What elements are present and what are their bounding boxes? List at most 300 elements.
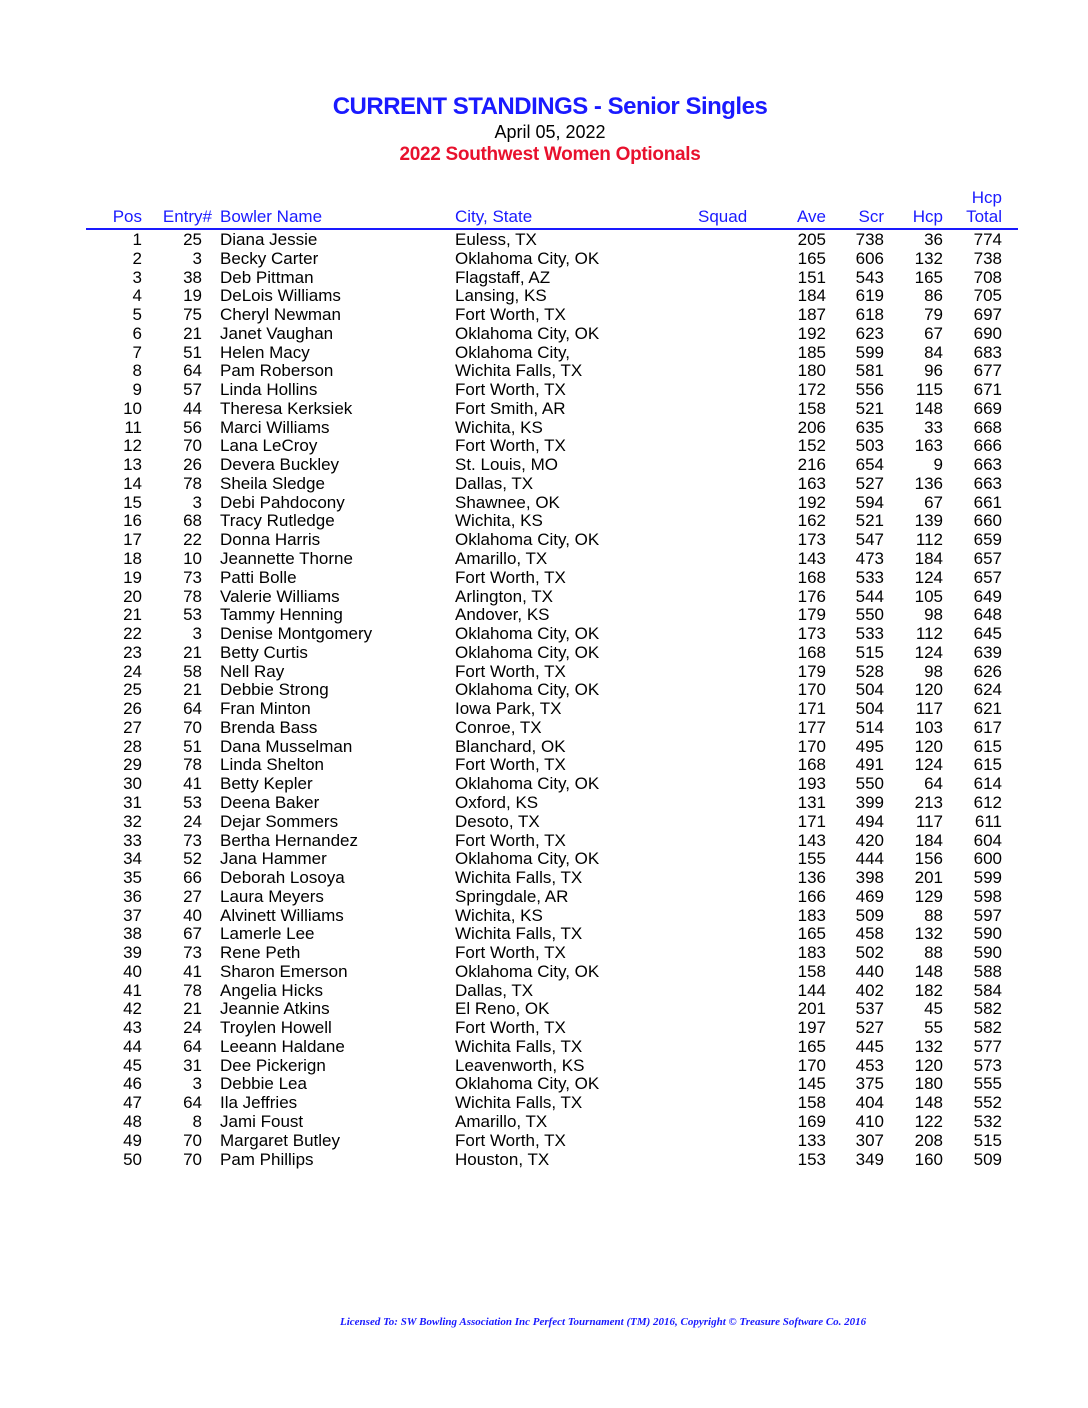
cell-hcp: 124 — [914, 567, 943, 587]
cell-entry: 78 — [183, 980, 202, 1000]
table-row — [0, 738, 1088, 757]
cell-hcp-total: 666 — [973, 436, 1002, 456]
cell-bowler-name: Brenda Bass — [220, 717, 318, 737]
cell-ave: 143 — [797, 830, 826, 850]
cell-scr: 399 — [855, 792, 884, 812]
cell-scr: 410 — [855, 1111, 884, 1131]
cell-ave: 183 — [797, 905, 826, 925]
cell-entry: 73 — [183, 567, 202, 587]
cell-pos: 5 — [132, 305, 142, 325]
col-city-state: City, State — [455, 207, 533, 226]
cell-pos: 44 — [123, 1036, 142, 1056]
cell-hcp-total: 509 — [973, 1149, 1002, 1169]
cell-scr: 654 — [855, 455, 884, 475]
cell-entry: 40 — [183, 905, 202, 925]
report-date: April 05, 2022 — [494, 122, 606, 142]
cell-ave: 133 — [797, 1130, 826, 1150]
cell-bowler-name: Margaret Butley — [220, 1130, 340, 1150]
cell-ave: 193 — [797, 774, 826, 794]
cell-ave: 155 — [797, 849, 826, 869]
table-row — [0, 869, 1088, 888]
cell-entry: 31 — [183, 1055, 202, 1075]
cell-entry: 22 — [183, 530, 202, 550]
table-row — [0, 794, 1088, 813]
cell-scr: 473 — [855, 549, 884, 569]
cell-bowler-name: Alvinett Williams — [220, 905, 344, 925]
cell-ave: 151 — [797, 267, 826, 287]
cell-entry: 70 — [183, 436, 202, 456]
col-bowler-name: Bowler Name — [220, 207, 323, 226]
cell-city-state: Fort Worth, TX — [455, 755, 566, 775]
cell-entry: 3 — [192, 1074, 202, 1094]
cell-city-state: Wichita, KS — [455, 905, 543, 925]
cell-entry: 70 — [183, 1130, 202, 1150]
cell-ave: 192 — [797, 323, 826, 343]
cell-hcp: 88 — [924, 943, 943, 963]
cell-bowler-name: Cheryl Newman — [220, 305, 341, 325]
cell-ave: 158 — [797, 961, 826, 981]
cell-scr: 445 — [855, 1036, 884, 1056]
cell-city-state: Oklahoma City, OK — [455, 624, 600, 644]
table-row — [0, 681, 1088, 700]
cell-ave: 176 — [797, 586, 826, 606]
cell-entry: 70 — [183, 717, 202, 737]
cell-hcp-total: 708 — [973, 267, 1002, 287]
cell-bowler-name: Rene Peth — [220, 943, 301, 963]
cell-hcp: 55 — [924, 1018, 943, 1038]
cell-hcp: 120 — [914, 680, 943, 700]
table-row — [0, 606, 1088, 625]
cell-hcp-total: 697 — [973, 305, 1002, 325]
cell-city-state: Wichita Falls, TX — [455, 361, 583, 381]
cell-bowler-name: Linda Shelton — [220, 755, 324, 775]
cell-hcp-total: 600 — [973, 849, 1002, 869]
cell-bowler-name: Sharon Emerson — [220, 961, 348, 981]
cell-hcp-total: 590 — [973, 924, 1002, 944]
table-row — [0, 344, 1088, 363]
cell-hcp: 136 — [914, 473, 943, 493]
cell-ave: 177 — [797, 717, 826, 737]
cell-pos: 11 — [124, 417, 142, 437]
cell-hcp-total: 690 — [973, 323, 1002, 343]
cell-city-state: Oklahoma City, OK — [455, 530, 600, 550]
cell-pos: 32 — [123, 811, 142, 831]
col-hcp-total-top: Hcp — [971, 188, 1002, 207]
cell-ave: 171 — [797, 699, 826, 719]
cell-scr: 453 — [855, 1055, 884, 1075]
cell-hcp-total: 617 — [973, 717, 1002, 737]
cell-bowler-name: Leeann Haldane — [220, 1036, 345, 1056]
cell-ave: 153 — [797, 1149, 826, 1169]
cell-hcp-total: 598 — [973, 886, 1002, 906]
cell-entry: 26 — [183, 455, 202, 475]
table-row — [0, 963, 1088, 982]
cell-ave: 168 — [797, 642, 826, 662]
cell-hcp-total: 584 — [973, 980, 1002, 1000]
cell-entry: 64 — [183, 361, 202, 381]
table-row — [0, 832, 1088, 851]
col-squad: Squad — [698, 207, 748, 226]
cell-scr: 494 — [855, 811, 884, 831]
cell-scr: 599 — [855, 342, 884, 362]
table-row — [0, 419, 1088, 438]
cell-hcp-total: 612 — [973, 792, 1002, 812]
cell-pos: 9 — [132, 380, 142, 400]
cell-scr: 550 — [855, 774, 884, 794]
cell-hcp: 180 — [914, 1074, 943, 1094]
cell-pos: 13 — [123, 455, 142, 475]
cell-ave: 168 — [797, 567, 826, 587]
cell-bowler-name: Sheila Sledge — [220, 473, 325, 493]
cell-scr: 618 — [855, 305, 884, 325]
cell-hcp: 117 — [915, 699, 943, 719]
cell-pos: 50 — [123, 1149, 142, 1169]
cell-city-state: Arlington, TX — [455, 586, 553, 606]
cell-bowler-name: Linda Hollins — [220, 380, 318, 400]
cell-bowler-name: Deborah Losoya — [220, 868, 345, 888]
cell-bowler-name: Jana Hammer — [220, 849, 327, 869]
cell-bowler-name: Debbie Strong — [220, 680, 329, 700]
cell-city-state: Oklahoma City, OK — [455, 774, 600, 794]
cell-ave: 192 — [797, 492, 826, 512]
cell-hcp: 148 — [914, 398, 943, 418]
table-row — [0, 1075, 1088, 1094]
cell-pos: 7 — [132, 342, 142, 362]
cell-entry: 70 — [183, 1149, 202, 1169]
table-row — [0, 287, 1088, 306]
cell-entry: 41 — [183, 961, 202, 981]
cell-ave: 183 — [797, 943, 826, 963]
cell-city-state: Oklahoma City, OK — [455, 642, 600, 662]
cell-hcp: 148 — [914, 961, 943, 981]
cell-ave: 131 — [797, 792, 826, 812]
cell-city-state: St. Louis, MO — [455, 455, 558, 475]
cell-scr: 635 — [855, 417, 884, 437]
cell-hcp: 129 — [914, 886, 943, 906]
cell-hcp: 105 — [914, 586, 943, 606]
cell-pos: 31 — [123, 792, 142, 812]
cell-hcp: 112 — [915, 530, 943, 550]
cell-scr: 544 — [855, 586, 884, 606]
cell-pos: 2 — [132, 248, 142, 268]
cell-ave: 144 — [797, 980, 826, 1000]
cell-ave: 158 — [797, 398, 826, 418]
table-row — [0, 925, 1088, 944]
cell-city-state: Wichita Falls, TX — [455, 1093, 583, 1113]
cell-city-state: Oklahoma City, OK — [455, 680, 600, 700]
cell-bowler-name: DeLois Williams — [220, 286, 341, 306]
cell-hcp-total: 668 — [973, 417, 1002, 437]
cell-ave: 197 — [797, 1018, 826, 1038]
cell-ave: 180 — [797, 361, 826, 381]
cell-entry: 52 — [183, 849, 202, 869]
table-row — [0, 1057, 1088, 1076]
cell-hcp-total: 624 — [973, 680, 1002, 700]
cell-scr: 521 — [855, 511, 884, 531]
cell-scr: 398 — [855, 868, 884, 888]
cell-hcp: 88 — [924, 905, 943, 925]
cell-hcp-total: 663 — [973, 473, 1002, 493]
cell-pos: 23 — [123, 642, 142, 662]
cell-pos: 26 — [123, 699, 142, 719]
cell-entry: 64 — [183, 1093, 202, 1113]
cell-hcp-total: 604 — [973, 830, 1002, 850]
cell-hcp: 103 — [914, 717, 943, 737]
cell-city-state: Oklahoma City, OK — [455, 849, 600, 869]
cell-hcp-total: 649 — [973, 586, 1002, 606]
cell-hcp-total: 660 — [973, 511, 1002, 531]
standings-table — [0, 231, 1088, 1169]
table-row — [0, 813, 1088, 832]
cell-scr: 469 — [855, 886, 884, 906]
cell-hcp: 184 — [914, 830, 943, 850]
cell-ave: 172 — [797, 380, 826, 400]
cell-hcp: 86 — [924, 286, 943, 306]
cell-hcp-total: 597 — [973, 905, 1002, 925]
footer-license: Licensed To: SW Bowling Association Inc Perfect Tournament (TM) 2016, Copyright © Treasure Software Co. 2016 — [340, 1316, 867, 1328]
cell-hcp: 67 — [924, 323, 943, 343]
cell-ave: 170 — [797, 736, 826, 756]
cell-city-state: Fort Worth, TX — [455, 943, 566, 963]
cell-hcp: 112 — [915, 624, 943, 644]
cell-bowler-name: Fran Minton — [220, 699, 311, 719]
cell-scr: 594 — [855, 492, 884, 512]
cell-scr: 504 — [855, 699, 884, 719]
cell-ave: 158 — [797, 1093, 826, 1113]
cell-ave: 165 — [797, 924, 826, 944]
cell-scr: 550 — [855, 605, 884, 625]
cell-city-state: Fort Worth, TX — [455, 436, 566, 456]
cell-scr: 528 — [855, 661, 884, 681]
table-row — [0, 325, 1088, 344]
cell-hcp-total: 657 — [973, 567, 1002, 587]
cell-entry: 56 — [183, 417, 202, 437]
cell-hcp: 148 — [914, 1093, 943, 1113]
cell-hcp: 132 — [914, 924, 943, 944]
cell-bowler-name: Jami Foust — [220, 1111, 304, 1131]
cell-bowler-name: Angelia Hicks — [220, 980, 323, 1000]
cell-hcp: 139 — [914, 511, 943, 531]
cell-city-state: Springdale, AR — [455, 886, 569, 906]
table-row — [0, 663, 1088, 682]
cell-scr: 543 — [855, 267, 884, 287]
cell-city-state: El Reno, OK — [455, 999, 550, 1019]
table-row — [0, 512, 1088, 531]
cell-city-state: Iowa Park, TX — [455, 699, 562, 719]
cell-pos: 42 — [123, 999, 142, 1019]
cell-entry: 53 — [183, 605, 202, 625]
cell-entry: 51 — [183, 736, 202, 756]
cell-entry: 21 — [183, 999, 202, 1019]
cell-city-state: Oklahoma City, OK — [455, 961, 600, 981]
table-row — [0, 475, 1088, 494]
table-row — [0, 456, 1088, 475]
cell-pos: 25 — [123, 680, 142, 700]
cell-city-state: Wichita Falls, TX — [455, 924, 583, 944]
cell-city-state: Flagstaff, AZ — [455, 267, 551, 287]
cell-city-state: Oklahoma City, OK — [455, 323, 600, 343]
cell-scr: 509 — [855, 905, 884, 925]
cell-hcp: 122 — [914, 1111, 943, 1131]
cell-hcp-total: 614 — [973, 774, 1002, 794]
cell-pos: 39 — [123, 943, 142, 963]
cell-pos: 41 — [123, 980, 142, 1000]
cell-ave: 165 — [797, 1036, 826, 1056]
cell-entry: 58 — [183, 661, 202, 681]
cell-entry: 51 — [183, 342, 202, 362]
cell-pos: 47 — [123, 1093, 142, 1113]
cell-bowler-name: Dee Pickerign — [220, 1055, 326, 1075]
cell-entry: 78 — [183, 755, 202, 775]
cell-scr: 556 — [855, 380, 884, 400]
cell-pos: 12 — [123, 436, 142, 456]
cell-hcp: 124 — [914, 755, 943, 775]
cell-pos: 43 — [123, 1018, 142, 1038]
cell-city-state: Houston, TX — [455, 1149, 550, 1169]
table-row — [0, 719, 1088, 738]
report-header — [0, 92, 1088, 168]
cell-hcp-total: 626 — [973, 661, 1002, 681]
cell-scr: 533 — [855, 567, 884, 587]
col-pos: Pos — [112, 207, 142, 226]
cell-hcp: 184 — [914, 549, 943, 569]
table-row — [0, 850, 1088, 869]
cell-scr: 444 — [855, 849, 884, 869]
cell-city-state: Oxford, KS — [455, 792, 539, 812]
cell-ave: 152 — [797, 436, 826, 456]
cell-city-state: Fort Smith, AR — [455, 398, 566, 418]
cell-pos: 46 — [123, 1074, 142, 1094]
cell-city-state: Wichita, KS — [455, 511, 543, 531]
cell-ave: 187 — [797, 305, 826, 325]
table-row — [0, 531, 1088, 550]
cell-scr: 623 — [855, 323, 884, 343]
cell-ave: 179 — [797, 661, 826, 681]
cell-pos: 35 — [123, 868, 142, 888]
cell-entry: 3 — [192, 624, 202, 644]
cell-scr: 495 — [855, 736, 884, 756]
cell-hcp: 79 — [924, 305, 943, 325]
cell-entry: 75 — [183, 305, 202, 325]
cell-scr: 502 — [855, 943, 884, 963]
table-row — [0, 231, 1088, 250]
table-row — [0, 400, 1088, 419]
table-row — [0, 569, 1088, 588]
cell-ave: 173 — [797, 624, 826, 644]
cell-scr: 547 — [855, 530, 884, 550]
cell-hcp: 160 — [914, 1149, 943, 1169]
cell-hcp-total: 645 — [973, 624, 1002, 644]
cell-entry: 24 — [183, 1018, 202, 1038]
cell-entry: 3 — [192, 248, 202, 268]
cell-scr: 533 — [855, 624, 884, 644]
cell-scr: 537 — [855, 999, 884, 1019]
cell-bowler-name: Lana LeCroy — [220, 436, 318, 456]
cell-hcp: 33 — [924, 417, 943, 437]
cell-hcp-total: 738 — [973, 248, 1002, 268]
cell-bowler-name: Jeannette Thorne — [220, 549, 353, 569]
cell-bowler-name: Betty Kepler — [220, 774, 313, 794]
cell-ave: 201 — [797, 999, 826, 1019]
cell-hcp-total: 657 — [973, 549, 1002, 569]
cell-city-state: Dallas, TX — [455, 473, 534, 493]
table-row — [0, 306, 1088, 325]
cell-hcp-total: 683 — [973, 342, 1002, 362]
table-row — [0, 494, 1088, 513]
table-row — [0, 588, 1088, 607]
cell-city-state: Oklahoma City, OK — [455, 248, 600, 268]
col-hcp-total: Total — [966, 207, 1002, 226]
cell-pos: 27 — [123, 717, 142, 737]
cell-city-state: Desoto, TX — [455, 811, 540, 831]
cell-hcp-total: 590 — [973, 943, 1002, 963]
cell-scr: 503 — [855, 436, 884, 456]
cell-hcp: 120 — [914, 1055, 943, 1075]
cell-ave: 168 — [797, 755, 826, 775]
cell-entry: 57 — [183, 380, 202, 400]
report-title: CURRENT STANDINGS - Senior Singles — [332, 93, 768, 120]
cell-hcp-total: 599 — [973, 868, 1002, 888]
cell-scr: 307 — [855, 1130, 884, 1150]
cell-entry: 44 — [183, 398, 202, 418]
col-scr: Scr — [858, 207, 884, 226]
cell-ave: 216 — [797, 455, 826, 475]
table-row — [0, 1094, 1088, 1113]
cell-hcp-total: 774 — [973, 230, 1002, 249]
table-row — [0, 756, 1088, 775]
cell-hcp: 124 — [914, 642, 943, 662]
table-row — [0, 1000, 1088, 1019]
cell-city-state: Fort Worth, TX — [455, 661, 566, 681]
cell-city-state: Wichita Falls, TX — [455, 868, 583, 888]
cell-scr: 619 — [855, 286, 884, 306]
cell-entry: 38 — [183, 267, 202, 287]
table-row — [0, 944, 1088, 963]
cell-hcp-total: 573 — [973, 1055, 1002, 1075]
cell-entry: 66 — [183, 868, 202, 888]
cell-bowler-name: Jeannie Atkins — [220, 999, 330, 1019]
cell-bowler-name: Nell Ray — [220, 661, 285, 681]
cell-hcp-total: 648 — [973, 605, 1002, 625]
cell-bowler-name: Debi Pahdocony — [220, 492, 345, 512]
cell-bowler-name: Devera Buckley — [220, 455, 340, 475]
cell-scr: 402 — [855, 980, 884, 1000]
cell-city-state: Wichita Falls, TX — [455, 1036, 583, 1056]
table-row — [0, 644, 1088, 663]
cell-city-state: Fort Worth, TX — [455, 1018, 566, 1038]
cell-ave: 169 — [797, 1111, 826, 1131]
cell-entry: 21 — [183, 680, 202, 700]
cell-scr: 420 — [855, 830, 884, 850]
cell-hcp-total: 621 — [973, 699, 1002, 719]
cell-scr: 458 — [855, 924, 884, 944]
cell-bowler-name: Patti Bolle — [220, 567, 297, 587]
table-row — [0, 362, 1088, 381]
cell-ave: 166 — [797, 886, 826, 906]
cell-pos: 36 — [123, 886, 142, 906]
cell-ave: 136 — [797, 868, 826, 888]
table-row — [0, 1038, 1088, 1057]
cell-hcp-total: 515 — [973, 1130, 1002, 1150]
cell-ave: 179 — [797, 605, 826, 625]
cell-pos: 19 — [123, 567, 142, 587]
cell-pos: 6 — [132, 323, 142, 343]
cell-entry: 27 — [183, 886, 202, 906]
cell-ave: 206 — [797, 417, 826, 437]
cell-hcp: 36 — [924, 230, 943, 249]
cell-scr: 440 — [855, 961, 884, 981]
cell-ave: 162 — [797, 511, 826, 531]
